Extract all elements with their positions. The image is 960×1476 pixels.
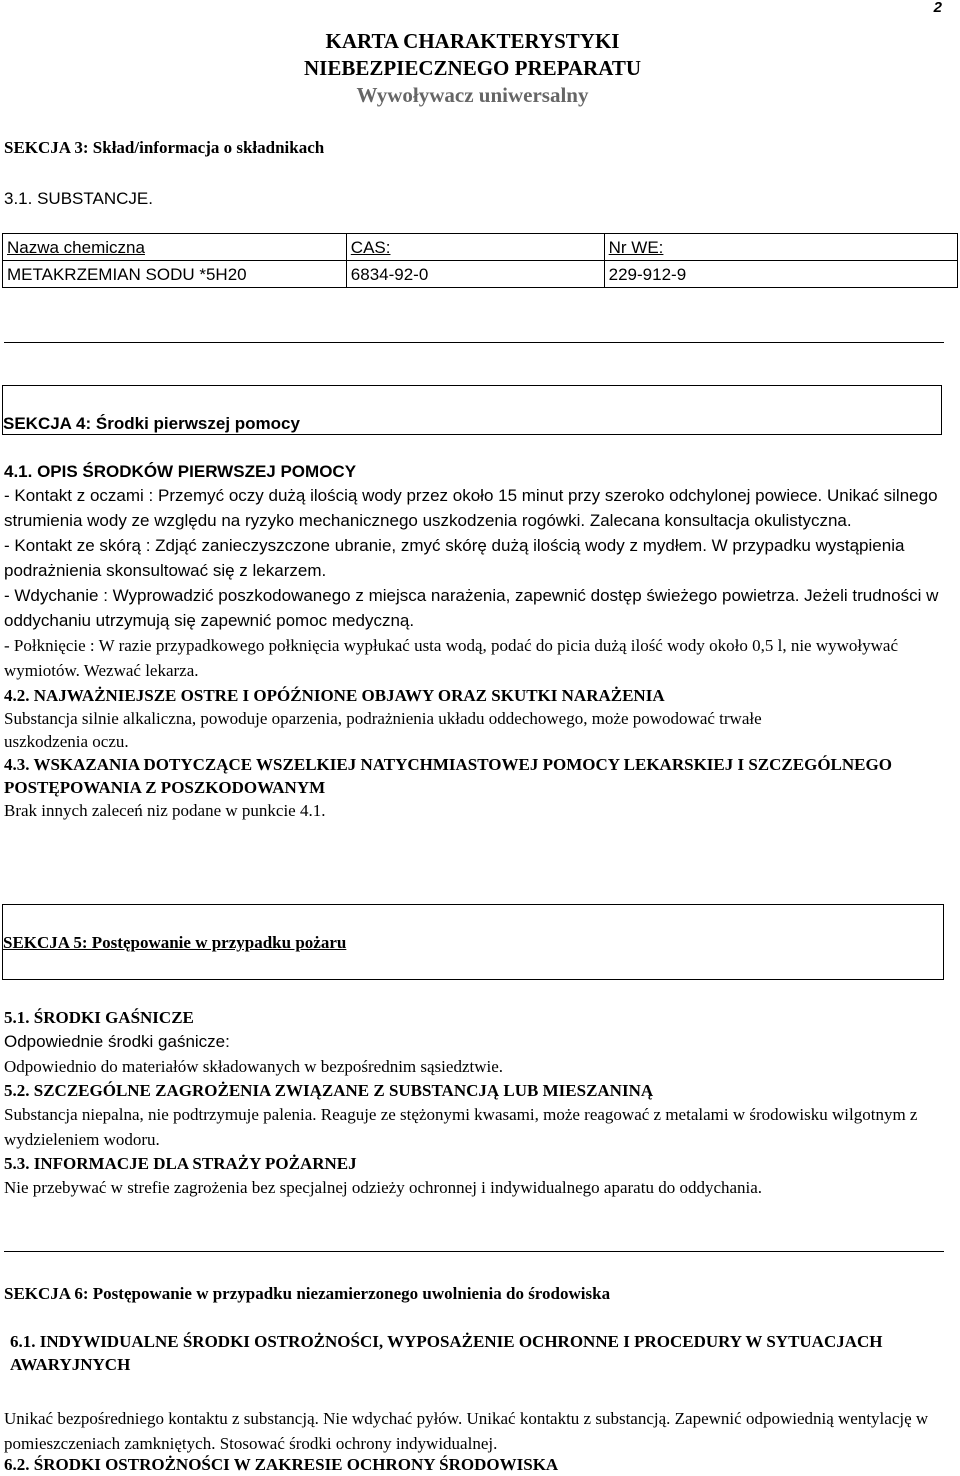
section5-title-box	[2, 904, 944, 980]
section3-title: SEKCJA 3: Skład/informacja o składnikach	[4, 138, 325, 157]
page-number: 2	[933, 0, 942, 16]
section5-sub2: 5.2. SZCZEGÓLNE ZAGROŻENIA ZWIĄZANE Z SUBSTANCJĄ LUB MIESZANINĄ	[4, 1081, 654, 1100]
section5-body	[4, 1006, 944, 1200]
section3-sub1: 3.1. SUBSTANCJE.	[4, 189, 153, 208]
section4-sub3: 4.3. WSKAZANIA DOTYCZĄCE WSZELKIEJ NATYCHMIASTOWEJ POMOCY LEKARSKIEJ I SZCZEGÓLNEGO POSTĘPOWANIA Z POSZKODOWANYM	[4, 755, 892, 797]
section4-title: SEKCJA 4: Środki pierwszej pomocy	[3, 414, 300, 433]
section6-p1: Unikać bezpośredniego kontaktu z substancją. Nie wdychać pyłów. Unikać kontaktu z substancją. Zapewnić odpowiednią wentylację w pomieszczeniach zamkniętych. Stosować środki ochrony indywidualnej.	[4, 1409, 929, 1453]
section4-p2: - Kontakt ze skórą : Zdjąć zanieczyszczone ubranie, zmyć skórę dużą ilością wody z mydłem. W przypadku wystąpienia podrażnienia skonsultować się z lekarzem.	[4, 536, 905, 580]
table-header-row	[3, 234, 958, 261]
cell-name: METAKRZEMIAN SODU *5H20	[3, 261, 347, 288]
section5-sub3: 5.3. INFORMACJE DLA STRAŻY POŻARNEJ	[4, 1154, 357, 1173]
section4-p5a: Substancja silnie alkaliczna, powoduje oparzenia, podrażnienia układu oddechowego, może powodować trwałe	[4, 709, 762, 728]
document-title-line1: KARTA CHARAKTERYSTYKI	[325, 29, 620, 53]
section6-sub1: 6.1. INDYWIDUALNE ŚRODKI OSTROŻNOŚCI, WYPOSAŻENIE OCHRONNE I PROCEDURY W SYTUACJACH AWARYJNYCH	[10, 1332, 883, 1374]
section4-sub1: 4.1. OPIS ŚRODKÓW PIERWSZEJ POMOCY	[4, 462, 357, 481]
section4-p3: - Wdychanie : Wyprowadzić poszkodowanego z miejsca narażenia, zapewnić dostęp świeżego powietrza. Jeżeli trudności w oddychaniu utrzymują się zapewnić pomoc medyczną.	[4, 586, 939, 630]
section4-p1: - Kontakt z oczami : Przemyć oczy dużą ilością wody przez około 15 minut przy szeroko odchylonej powiece. Unikać silnego strumienia wody ze względu na ryzyko mechanicznego uszkodzenia rogówki. Zalecana konsultacja okulistyczna.	[4, 486, 938, 530]
document-subtitle: Wywoływacz uniwersalny	[356, 83, 589, 107]
section4-p5b: uszkodzenia oczu.	[4, 732, 129, 751]
column-header-ec: Nr WE:	[604, 234, 957, 261]
section4-p6: Brak innych zaleceń niz podane w punkcie 4.1.	[4, 801, 326, 820]
document-title-line2: NIEBEZPIECZNEGO PREPARATU	[303, 56, 641, 80]
section6-sub2: 6.2. ŚRODKI OSTROŻNOŚCI W ZAKRESIE OCHRONY ŚRODOWISKA	[4, 1455, 559, 1474]
section5-sub1: 5.1. ŚRODKI GAŚNICZE	[4, 1008, 194, 1027]
section4-title-box	[2, 385, 942, 435]
table-row	[3, 261, 958, 288]
section5-p1: Odpowiednie środki gaśnicze:	[4, 1032, 230, 1051]
section5-p4: Nie przebywać w strefie zagrożenia bez specjalnej odzieży ochronnej i indywidualnego aparatu do oddychania.	[4, 1178, 763, 1197]
divider	[4, 1251, 944, 1252]
section4-body	[4, 460, 944, 822]
section6-title: SEKCJA 6: Postępowanie w przypadku niezamierzonego uwolnienia do środowiska	[4, 1284, 611, 1303]
section4-sub2: 4.2. NAJWAŻNIEJSZE OSTRE I OPÓŹNIONE OBJAWY ORAZ SKUTKI NARAŻENIA	[4, 686, 665, 705]
substance-table	[2, 233, 958, 288]
divider	[4, 342, 944, 343]
section5-title: SEKCJA 5: Postępowanie w przypadku pożaru	[3, 933, 347, 952]
section4-p4: - Połknięcie : W razie przypadkowego połknięcia wypłukać usta wodą, podać do picia dużą ilość wody około 0,5 l, nie wywoływać wymiotów. Wezwać lekarza.	[4, 636, 898, 680]
cell-ec: 229-912-9	[604, 261, 957, 288]
section5-p3: Substancja niepalna, nie podtrzymuje palenia. Reaguje ze stężonymi kwasami, może reagować z metalami w środowisku wilgotnym z wydzieleniem wodoru.	[4, 1105, 918, 1149]
column-header-cas: CAS:	[346, 234, 604, 261]
document-header	[0, 28, 945, 109]
column-header-name: Nazwa chemiczna	[3, 234, 347, 261]
cell-cas: 6834-92-0	[346, 261, 604, 288]
section5-p2: Odpowiednio do materiałów składowanych w bezpośrednim sąsiedztwie.	[4, 1057, 504, 1076]
